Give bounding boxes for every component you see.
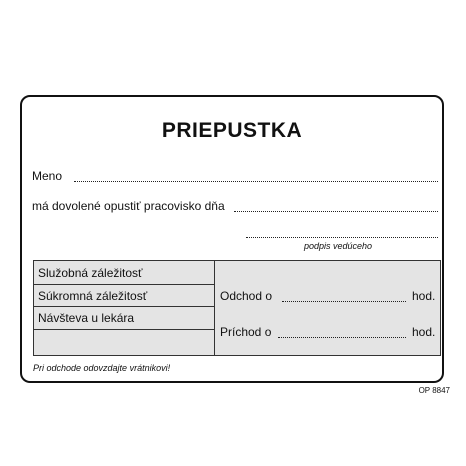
arrival-label: Príchod o [220, 325, 272, 339]
reason-business[interactable]: Služobná záležitosť [34, 261, 214, 285]
date-field[interactable] [234, 211, 438, 212]
product-code: OP 8847 [418, 386, 450, 395]
signature-label: podpis vedúceho [304, 241, 373, 251]
reason-blank[interactable] [34, 330, 214, 355]
reason-column [34, 261, 215, 355]
departure-label: Odchod o [220, 289, 273, 303]
arrival-time-field[interactable] [278, 337, 406, 338]
return-note: Pri odchode odovzdajte vrátnikovi! [33, 363, 171, 373]
reason-doctor[interactable]: Návšteva u lekára [34, 307, 214, 330]
pass-form [20, 95, 444, 383]
name-label: Meno [32, 169, 63, 183]
reason-private[interactable]: Súkromná záležitosť [34, 285, 214, 307]
departure-hour-unit: hod. [412, 289, 436, 303]
form-title: PRIEPUSTKA [161, 119, 303, 142]
arrival-hour-unit: hod. [412, 325, 436, 339]
permission-label: má dovolené opustiť pracovisko dňa [32, 199, 225, 213]
departure-time-field[interactable] [282, 301, 406, 302]
reason-time-box [33, 260, 441, 356]
name-field[interactable] [74, 181, 438, 182]
signature-field[interactable] [246, 237, 438, 238]
